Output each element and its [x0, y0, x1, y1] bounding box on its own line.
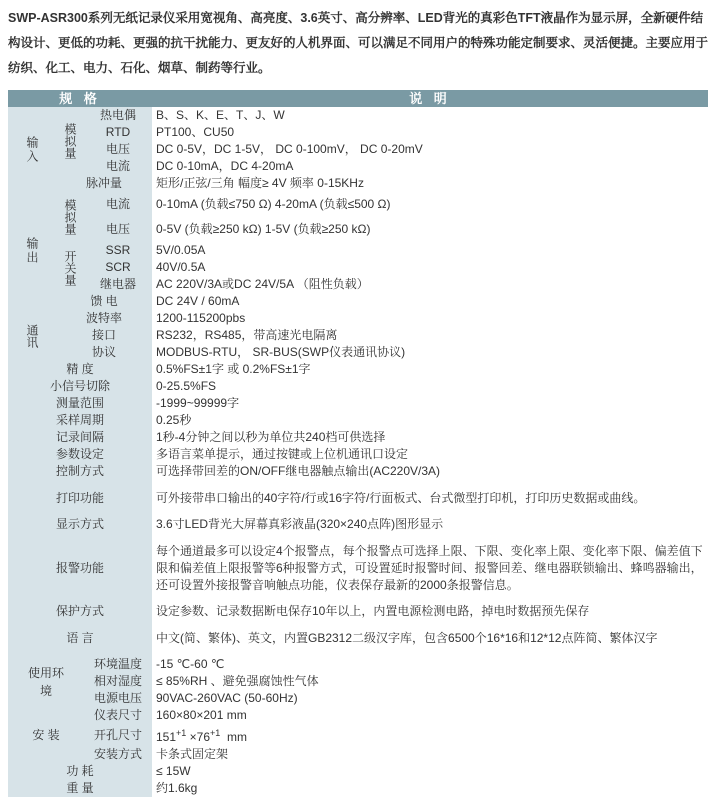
- table-row: [8, 724, 708, 746]
- row-label: 重 量: [8, 780, 152, 797]
- table-row: [8, 344, 708, 361]
- table-row: [8, 463, 708, 480]
- row-value: 0.5%FS±1字 或 0.2%FS±1字: [152, 361, 708, 378]
- row-value: -15 ℃-60 ℃: [152, 656, 708, 673]
- row-label: 小信号切除: [8, 378, 152, 395]
- row-label: 波特率: [56, 310, 152, 327]
- row-value: 1秒-4分钟之间以秒为单位共240档可供选择: [152, 429, 708, 446]
- row-value: 中文(简、繁体)、英文，内置GB2312二级汉字库，包含6500个16*16和12*12点阵简、繁体汉字: [152, 620, 708, 656]
- table-row: [8, 620, 708, 656]
- row-label: 电流: [84, 158, 152, 175]
- table-row: [8, 242, 708, 259]
- intro-paragraph: SWP-ASR300系列无纸记录仪采用宽视角、高亮度、3.6英寸、高分辨率、LED背光的真彩色TFT液晶作为显示屏，全新硬件结构设计、更低的功耗、更强的抗干扰能力、更友好的人机界面、可以满足不同用户的特殊功能定制要求、灵活便捷。主要应用于纺织、化工、电力、石化、烟草、制药等行业。: [8, 11, 709, 75]
- row-label: 电源电压: [84, 690, 152, 707]
- table-row: [8, 293, 708, 310]
- table-row: [8, 378, 708, 395]
- row-label: 电压: [84, 141, 152, 158]
- row-label: 电压: [84, 217, 152, 242]
- table-row: [8, 533, 708, 603]
- row-value: [152, 724, 708, 746]
- table-row: [8, 780, 708, 797]
- output-analog-label: 模拟量: [56, 192, 84, 242]
- table-row: [8, 327, 708, 344]
- table-row: [8, 141, 708, 158]
- row-label: 馈 电: [56, 293, 152, 310]
- row-label: 报警功能: [8, 533, 152, 603]
- row-value: DC 0-10mA，DC 4-20mA: [152, 158, 708, 175]
- table-row: [8, 310, 708, 327]
- table-row: [8, 446, 708, 463]
- table-row: [8, 124, 708, 141]
- row-label: 语 言: [8, 620, 152, 656]
- header-desc: 说 明: [152, 90, 708, 107]
- cutout-sup-a: +1: [176, 727, 187, 738]
- row-value: 0-10mA (负载≤750 Ω) 4-20mA (负载≤500 Ω): [152, 192, 708, 217]
- table-row: [8, 175, 708, 192]
- table-row: [8, 516, 708, 533]
- row-value: ≤ 15W: [152, 763, 708, 780]
- comm-group-label: 通讯: [8, 310, 56, 361]
- table-header: [8, 90, 708, 107]
- table-row: [8, 656, 708, 673]
- row-value: 矩形/正弦/三角 幅度≥ 4V 频率 0-15KHz: [152, 175, 708, 192]
- row-label: 打印功能: [8, 480, 152, 516]
- row-value: 可外接带串口输出的40字符/行或16字符/行面板式、台式微型打印机，打印历史数据或曲线。: [152, 480, 708, 516]
- row-label: 采样周期: [8, 412, 152, 429]
- row-value: 90VAC-260VAC (50-60Hz): [152, 690, 708, 707]
- cutout-unit: mm: [226, 729, 247, 744]
- table-row: [8, 673, 708, 690]
- row-value: 1200-115200pbs: [152, 310, 708, 327]
- row-label: 显示方式: [8, 516, 152, 533]
- env-group-text: 使用环境: [27, 665, 64, 698]
- row-label: RTD: [84, 124, 152, 141]
- row-label: 热电偶: [84, 107, 152, 124]
- table-row: [8, 107, 708, 124]
- row-value: AC 220V/3A或DC 24V/5A （阻性负载）: [152, 276, 708, 293]
- spec-table: [8, 90, 708, 797]
- env-group-label: [8, 656, 84, 707]
- row-value: RS232，RS485，带高速光电隔离: [152, 327, 708, 344]
- table-row: [8, 217, 708, 242]
- table-row: [8, 763, 708, 780]
- row-label: 功 耗: [8, 763, 152, 780]
- table-row: [8, 746, 708, 763]
- row-value: -1999~99999字: [152, 395, 708, 412]
- row-value: 0.25秒: [152, 412, 708, 429]
- row-label: 协议: [56, 344, 152, 361]
- row-label: 脉冲量: [56, 175, 152, 192]
- table-row: [8, 429, 708, 446]
- row-value: B、S、K、E、T、J、W: [152, 107, 708, 124]
- table-row: [8, 707, 708, 724]
- install-group-label: 安 装: [8, 707, 84, 763]
- table-row: [8, 158, 708, 175]
- cutout-times: ×: [189, 729, 197, 744]
- input-analog-label: 模拟量: [56, 107, 84, 175]
- cutout-sup-b: +1: [210, 727, 221, 738]
- table-row: [8, 259, 708, 276]
- row-value: 0-25.5%FS: [152, 378, 708, 395]
- row-label: 安装方式: [84, 746, 152, 763]
- row-value: DC 24V / 60mA: [152, 293, 708, 310]
- row-label: 控制方式: [8, 463, 152, 480]
- header-spec: 规 格: [8, 90, 152, 107]
- row-value: 设定参数、记录数据断电保存10年以上，内置电源检测电路，掉电时数据预先保存: [152, 603, 708, 620]
- table-row: [8, 395, 708, 412]
- row-label: 记录间隔: [8, 429, 152, 446]
- table-row: [8, 412, 708, 429]
- output-switch-label: 开关量: [56, 242, 84, 293]
- row-value: 5V/0.05A: [152, 242, 708, 259]
- row-value: 卡条式固定架: [152, 746, 708, 763]
- row-label: 接口: [56, 327, 152, 344]
- row-value: 每个通道最多可以设定4个报警点，每个报警点可选择上限、下限、变化率上限、变化率下限、偏差值下限和偏差值上限报警等6种报警方式，可设置延时报警时间、报警回差、继电器联锁输出、蜂鸣器输出，还可设置外接报警音响触点功能，仪表保存最新的2000条报警信息。: [152, 533, 708, 603]
- row-label: 相对湿度: [84, 673, 152, 690]
- row-label: 环境温度: [84, 656, 152, 673]
- row-label: 继电器: [84, 276, 152, 293]
- table-row: [8, 603, 708, 620]
- row-value: 可选择带回差的ON/OFF继电器触点输出(AC220V/3A): [152, 463, 708, 480]
- row-label: SCR: [84, 259, 152, 276]
- row-label: 电流: [84, 192, 152, 217]
- row-label: 仪表尺寸: [84, 707, 152, 724]
- table-row: [8, 361, 708, 378]
- output-group-label: 输出: [8, 192, 56, 310]
- table-row: [8, 480, 708, 516]
- row-label: 保护方式: [8, 603, 152, 620]
- row-label: 开孔尺寸: [84, 724, 152, 746]
- row-value: 40V/0.5A: [152, 259, 708, 276]
- cutout-a: 151: [156, 729, 177, 744]
- table-row: [8, 192, 708, 217]
- row-label: SSR: [84, 242, 152, 259]
- row-value: ≤ 85%RH 、避免强腐蚀性气体: [152, 673, 708, 690]
- table-row: [8, 276, 708, 293]
- row-value: PT100、CU50: [152, 124, 708, 141]
- input-group-label: 输入: [8, 107, 56, 192]
- row-value: MODBUS-RTU， SR-BUS(SWP仪表通讯协议): [152, 344, 708, 361]
- row-label: 参数设定: [8, 446, 152, 463]
- row-value: DC 0-5V，DC 1-5V， DC 0-100mV， DC 0-20mV: [152, 141, 708, 158]
- row-value: 约1.6kg: [152, 780, 708, 797]
- row-value: 160×80×201 mm: [152, 707, 708, 724]
- row-label: 测量范围: [8, 395, 152, 412]
- row-label: 精 度: [8, 361, 152, 378]
- row-value: 3.6寸LED背光大屏幕真彩液晶(320×240点阵)图形显示: [152, 516, 708, 533]
- table-row: [8, 690, 708, 707]
- row-value: 0-5V (负载≥250 kΩ) 1-5V (负载≥250 kΩ): [152, 217, 708, 242]
- row-value: 多语言菜单提示，通过按键或上位机通讯口设定: [152, 446, 708, 463]
- cutout-b: 76: [196, 729, 211, 744]
